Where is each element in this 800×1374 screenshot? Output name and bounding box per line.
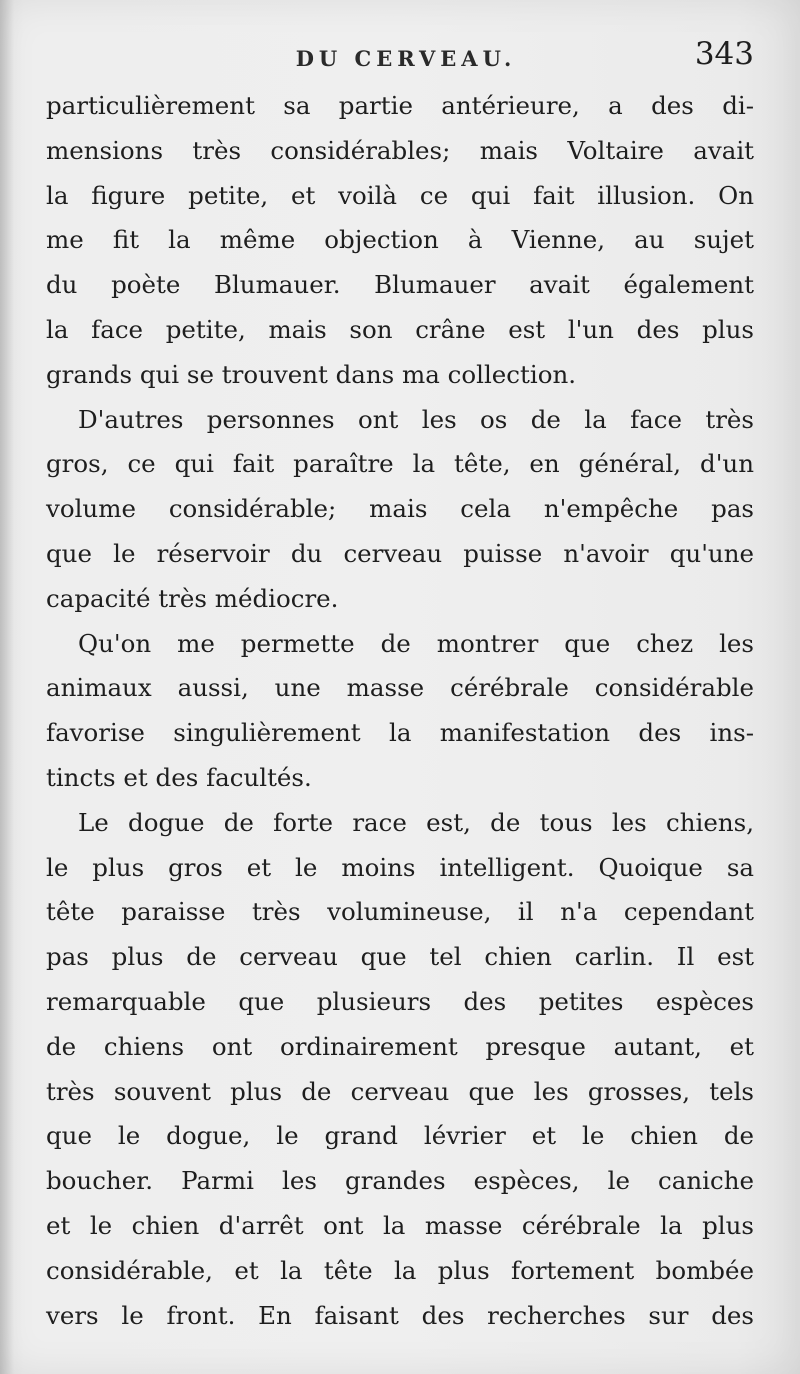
text-line: volume considérable; mais cela n'empêche pas: [46, 494, 754, 524]
text-line: tête paraisse très volumineuse, il n'a cependant: [46, 897, 754, 927]
text-line: Qu'on me permette de montrer que chez les: [78, 628, 754, 658]
running-head: DU CERVEAU.: [295, 46, 517, 71]
text-line: la face petite, mais son crâne est l'un des plus: [46, 314, 754, 344]
text-line: le plus gros et le moins intelligent. Quoique sa: [46, 852, 754, 882]
text-line: mensions très considérables; mais Voltaire avait: [46, 135, 754, 165]
text-line: du poète Blumauer. Blumauer avait également: [46, 270, 754, 300]
text-line: grands qui se trouvent dans ma collection.: [46, 359, 577, 389]
text-line: et le chien d'arrêt ont la masse cérébrale la plus: [46, 1210, 754, 1240]
text-line: boucher. Parmi les grandes espèces, le caniche: [46, 1166, 754, 1196]
page-number: 343: [694, 36, 754, 72]
text-line: que le réservoir du cerveau puisse n'avoir qu'une: [46, 538, 754, 568]
body-text: [46, 84, 754, 1338]
page-edge-shadow: [0, 0, 14, 1374]
text-line: vers le front. En faisant des recherches sur des: [46, 1300, 754, 1330]
text-line: me fit la même objection à Vienne, au sujet: [46, 225, 754, 255]
text-line: particulièrement sa partie antérieure, a des di-: [46, 91, 754, 120]
text-line: favorise singulièrement la manifestation des ins-: [46, 718, 754, 748]
text-line: capacité très médiocre.: [46, 583, 339, 613]
text-line: de chiens ont ordinairement presque autant, et: [46, 1031, 754, 1061]
text-line: remarquable que plusieurs des petites espèces: [46, 986, 754, 1016]
text-line: la figure petite, et voilà ce qui fait illusion. On: [46, 180, 754, 210]
text-line: gros, ce qui fait paraître la tête, en général, d'un: [46, 449, 754, 479]
text-line: pas plus de cerveau que tel chien carlin. Il est: [46, 942, 754, 972]
text-line: très souvent plus de cerveau que les grosses, tels: [46, 1076, 754, 1106]
text-line: Le dogue de forte race est, de tous les chiens,: [78, 807, 754, 837]
text-line: considérable, et la tête la plus fortement bombée: [46, 1255, 754, 1285]
text-line: D'autres personnes ont les os de la face très: [78, 404, 754, 434]
text-line: animaux aussi, une masse cérébrale considérable: [46, 673, 754, 703]
text-line: que le dogue, le grand lévrier et le chien de: [46, 1121, 754, 1151]
page-header: [46, 36, 760, 80]
text-line: tincts et des facultés.: [46, 762, 312, 792]
